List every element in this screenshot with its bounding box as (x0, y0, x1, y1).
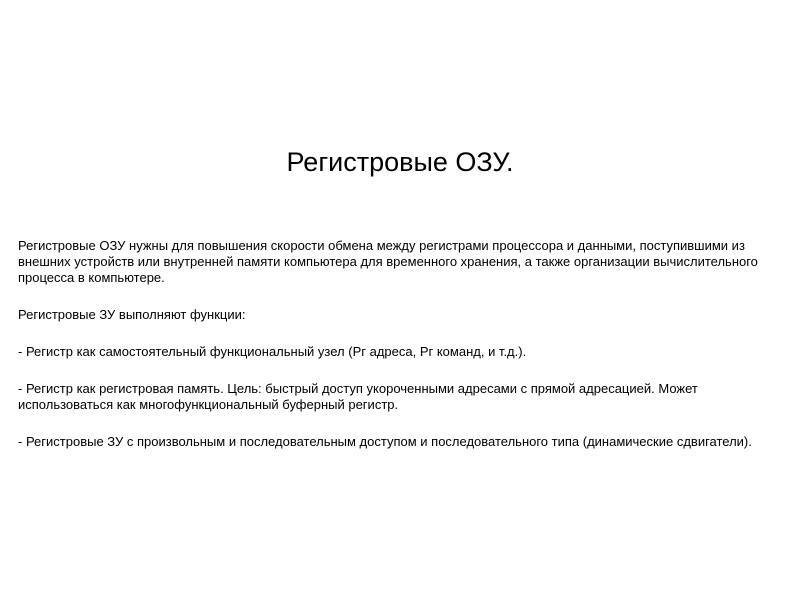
paragraph-function-3: - Регистровые ЗУ с произвольным и последовательным доступом и последовательного типа (динамические сдвигатели). (18, 434, 752, 449)
slide-title: Регистровые ОЗУ. (286, 147, 514, 177)
paragraph-function-1: - Регистр как самостоятельный функциональный узел (Рг адреса, Рг команд, и т.д.). (18, 344, 527, 359)
paragraph-functions-heading: Регистровые ЗУ выполняют функции: (18, 307, 246, 322)
paragraph-function-2: - Регистр как регистровая память. Цель: быстрый доступ укороченными адресами с прямой адресацией. Может использоваться как многофункциональный буферный регистр. (18, 381, 698, 412)
paragraph-intro: Регистровые ОЗУ нужны для повышения скорости обмена между регистрами процессора и данными, поступившими из внешних устройств или внутренней памяти компьютера для временного хранения, а также организации вычислительного процесса в компьютере. (18, 238, 758, 285)
slide-body (18, 238, 793, 471)
